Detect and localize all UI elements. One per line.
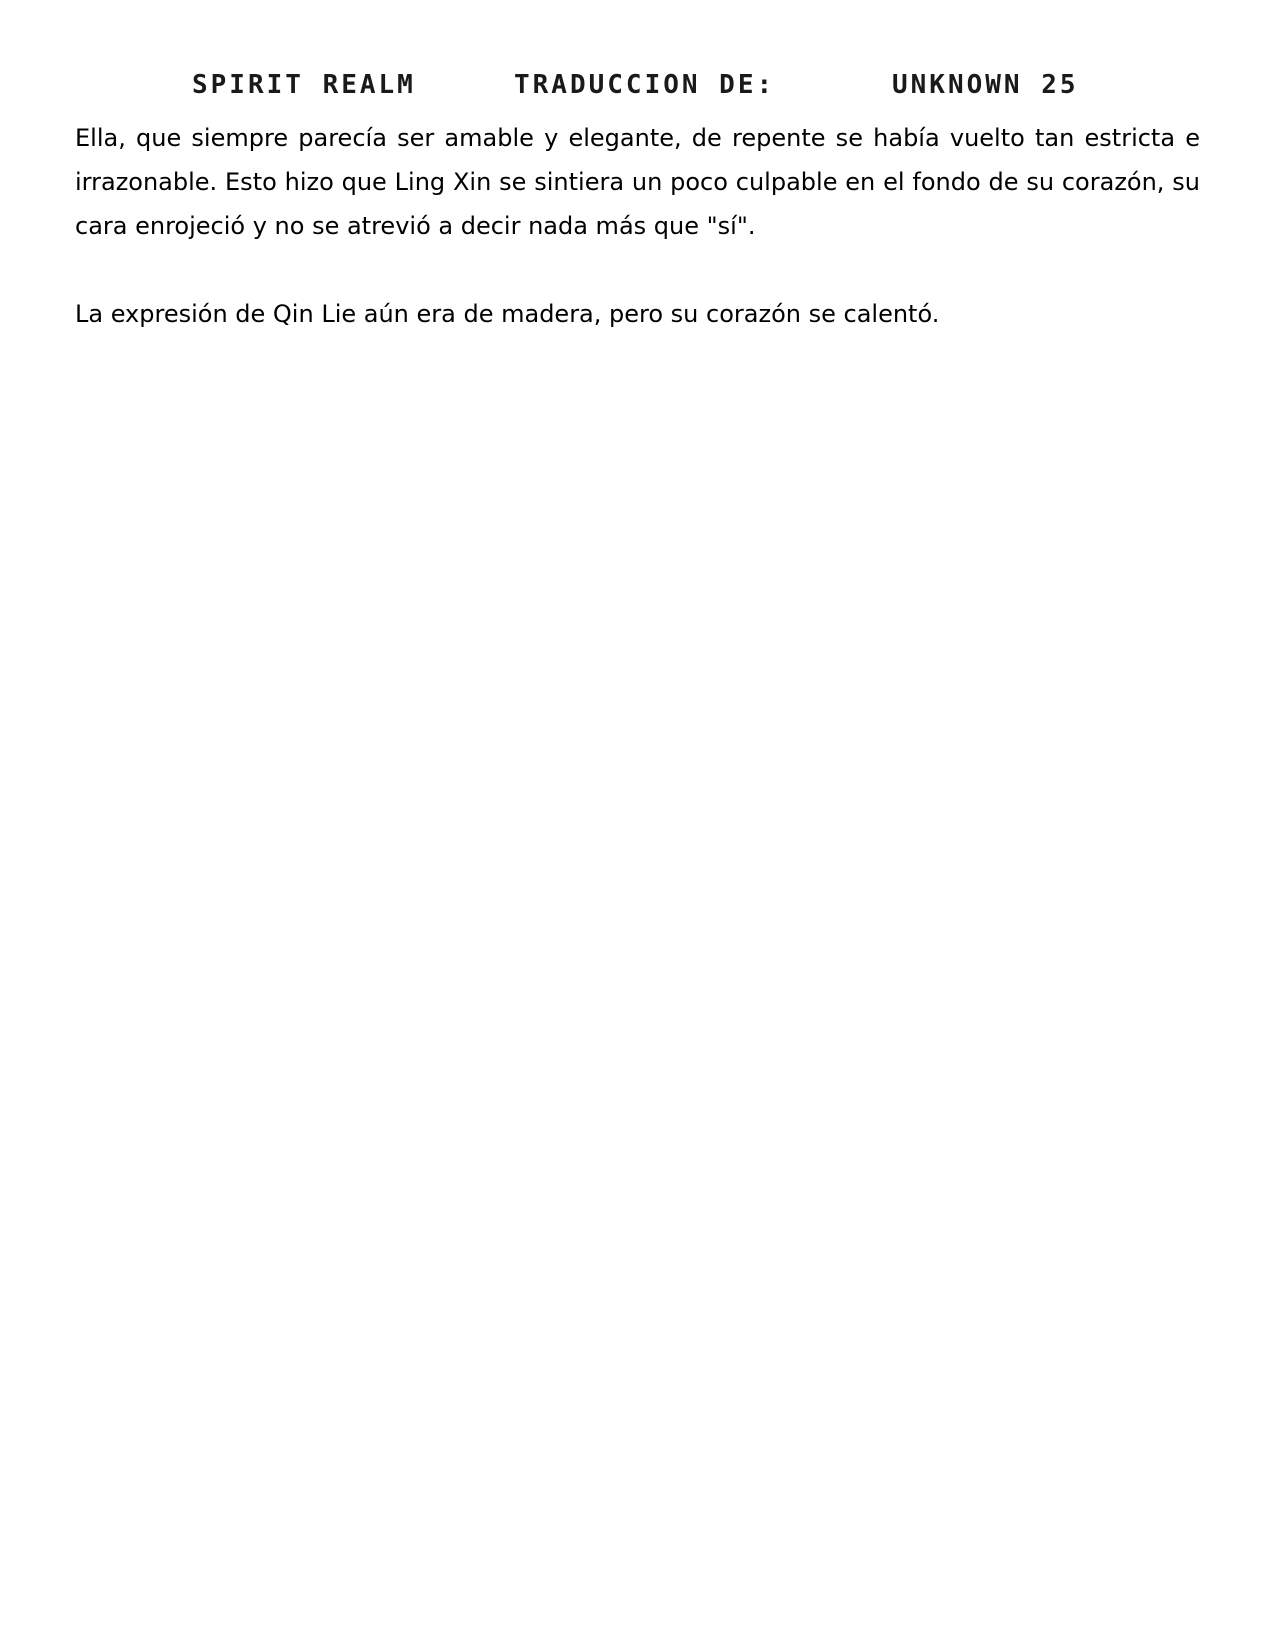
page-header — [0, 70, 1275, 110]
paragraph: Ella, que siempre parecía ser amable y elegante, de repente se había vuelto tan estricta e irrazonable. Esto hizo que Ling Xin se sintiera un poco culpable en el fondo de su corazón, su cara enrojeció y no se atrevió a decir nada más que "sí". — [75, 124, 1200, 240]
translation-credit-label: TRADUCCION DE: — [514, 70, 776, 100]
document-body — [75, 116, 1200, 380]
paragraph: La expresión de Qin Lie aún era de madera, pero su corazón se calentó. — [75, 300, 940, 328]
translator-name: UNKNOWN 25 — [892, 70, 1079, 100]
series-title: SPIRIT REALM — [192, 70, 416, 100]
